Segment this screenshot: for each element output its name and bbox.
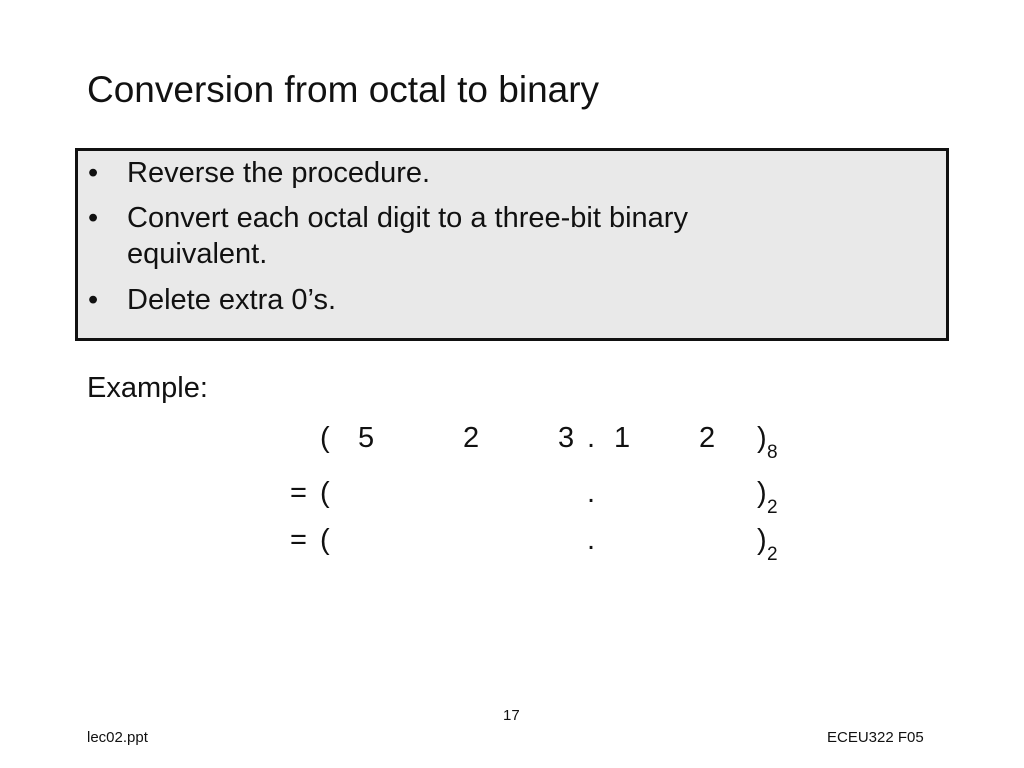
octal-number-row — [0, 418, 1024, 463]
bullet-dot-icon: • — [88, 157, 99, 189]
radix-point: . — [587, 422, 596, 454]
bullet-text: Delete extra 0’s. — [127, 284, 337, 316]
open-paren: ( — [320, 477, 330, 509]
binary-row-2 — [0, 520, 1024, 565]
close-paren: ) — [757, 524, 767, 556]
bullet-text-continued: equivalent. — [127, 238, 268, 270]
octal-digit: 5 — [358, 422, 375, 454]
footer-course: ECEU322 F05 — [827, 729, 924, 746]
open-paren: ( — [320, 422, 330, 454]
base-subscript: 2 — [767, 544, 778, 565]
octal-digit: 2 — [699, 422, 716, 454]
bullet-dot-icon: • — [88, 284, 99, 316]
radix-point: . — [587, 477, 596, 509]
slide-title: Conversion from octal to binary — [87, 69, 600, 110]
page-number: 17 — [503, 707, 520, 724]
footer-file-name: lec02.ppt — [87, 729, 148, 746]
open-paren: ( — [320, 524, 330, 556]
octal-digit: 2 — [463, 422, 480, 454]
bullet-text: Reverse the procedure. — [127, 157, 431, 189]
base-subscript: 2 — [767, 497, 778, 518]
base-subscript: 8 — [767, 442, 778, 463]
close-paren: ) — [757, 477, 767, 509]
equals-sign: = — [290, 524, 307, 556]
octal-digit: 1 — [614, 422, 631, 454]
bullet-dot-icon: • — [88, 202, 99, 234]
bullet-box — [75, 148, 949, 341]
radix-point: . — [587, 524, 596, 556]
octal-digit: 3 — [558, 422, 575, 454]
close-paren: ) — [757, 422, 767, 454]
equals-sign: = — [290, 477, 307, 509]
bullet-text: Convert each octal digit to a three-bit binary — [127, 202, 688, 234]
example-label: Example: — [87, 372, 208, 404]
binary-row-1 — [0, 473, 1024, 518]
